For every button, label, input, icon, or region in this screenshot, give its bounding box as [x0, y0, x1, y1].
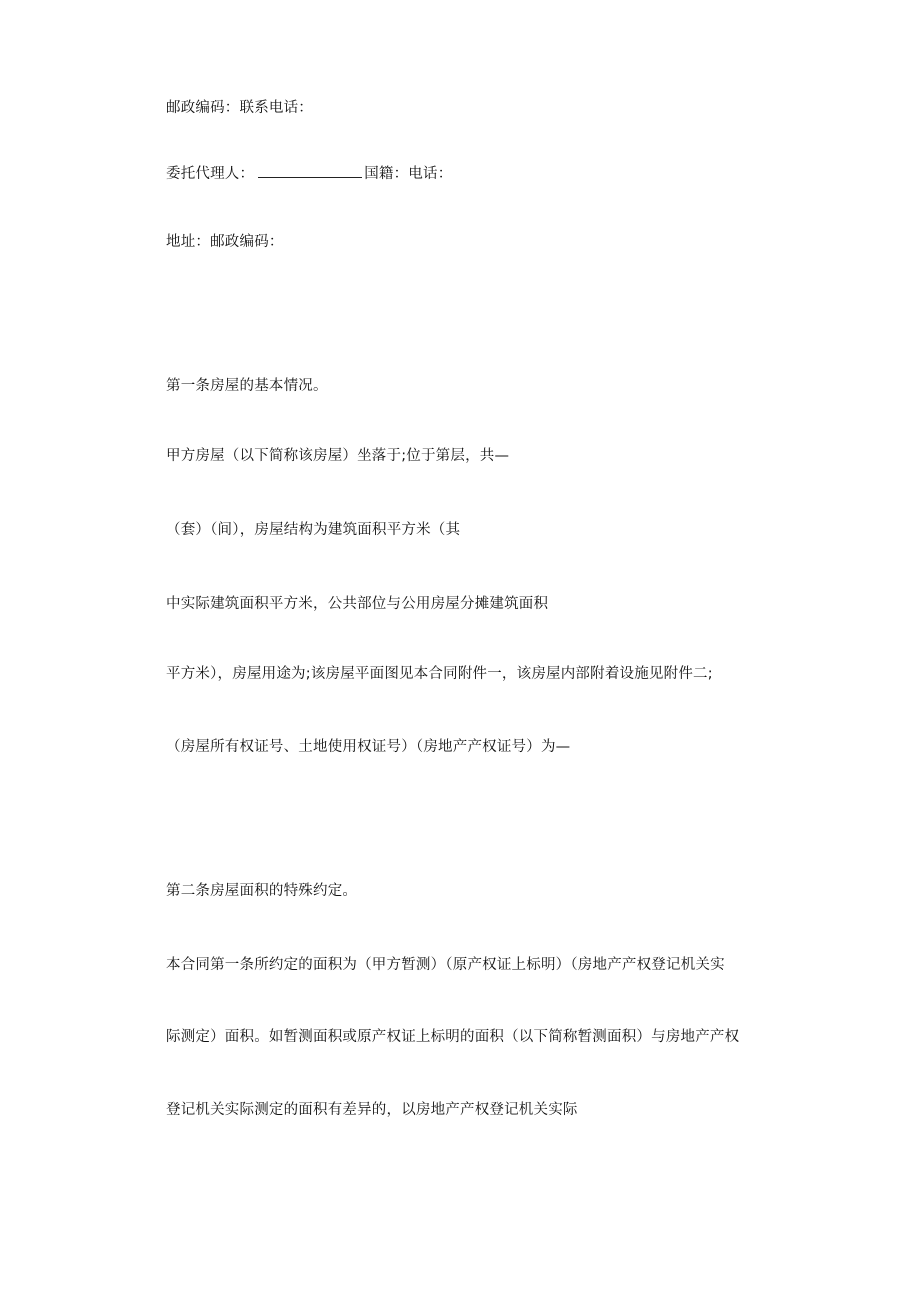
address-postal-line: 地址：邮政编码： [166, 234, 284, 250]
article1-line: （套）（间），房屋结构为建筑面积平方米（其 [166, 522, 461, 538]
article2-title: 第二条房屋面积的特殊约定。 [166, 883, 358, 899]
postal-phone-line: 邮政编码：联系电话： [166, 100, 313, 116]
article1-line: （房屋所有权证号、土地使用权证号）（房地产产权证号）为— [166, 739, 571, 755]
agent-label: 委托代理人： [166, 166, 255, 182]
article1-title: 第一条房屋的基本情况。 [166, 378, 328, 394]
article2-line: 本合同第一条所约定的面积为（甲方暂测）（原产权证上标明）（房地产产权登记机关实 [166, 957, 725, 973]
agent-line [166, 162, 452, 184]
article1-line: 平方米），房屋用途为;该房屋平面图见本合同附件一，该房屋内部附着设施见附件二; [166, 666, 713, 682]
article2-line: 登记机关实际测定的面积有差异的，以房地产产权登记机关实际 [166, 1102, 578, 1118]
article2-line: 际测定）面积。如暂测面积或原产权证上标明的面积（以下简称暂测面积）与房地产产权 [166, 1029, 740, 1045]
agent-nationality-phone: 国籍：电话： [364, 166, 453, 182]
agent-name-blank [258, 162, 362, 178]
article1-line: 中实际建筑面积平方米，公共部位与公用房屋分摊建筑面积 [166, 596, 549, 612]
article1-line: 甲方房屋（以下简称该房屋）坐落于;位于第层，共— [166, 448, 510, 464]
